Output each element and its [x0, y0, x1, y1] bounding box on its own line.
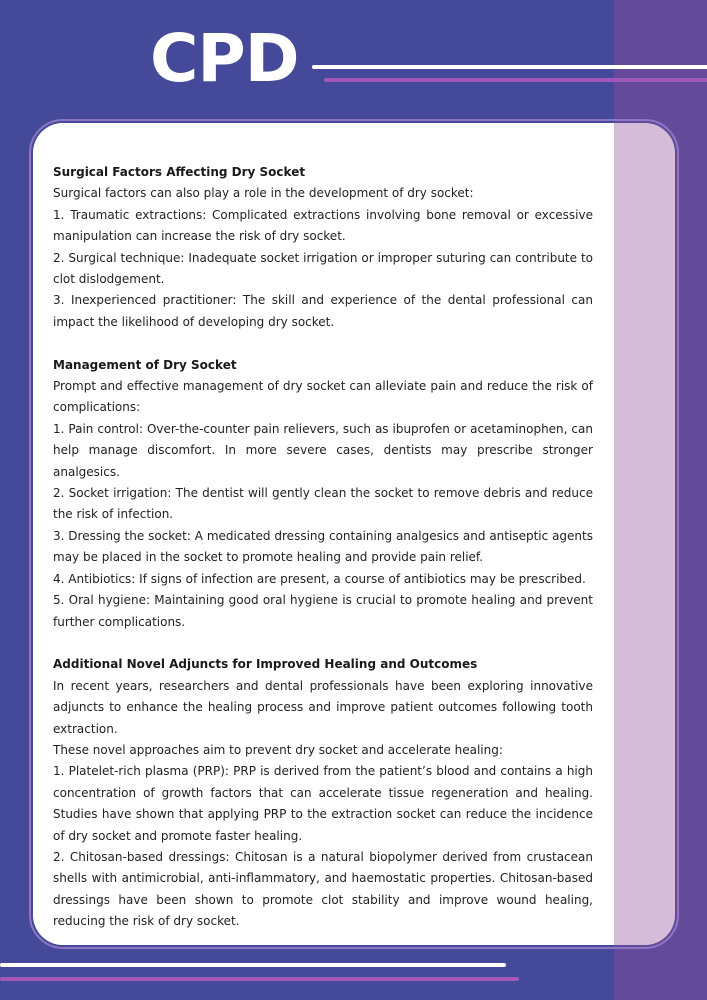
paragraph: 3. Dressing the socket: A medicated dressing containing analgesics and antiseptic agents may be placed in the socket to promote healing and provide pain relief.: [53, 528, 593, 565]
section-heading: Additional Novel Adjuncts for Improved Healing and Outcomes: [53, 657, 478, 672]
header-divider-white: [312, 65, 707, 69]
footer-divider-white: [0, 963, 506, 967]
paragraph: These novel approaches aim to prevent dry socket and accelerate healing:: [53, 742, 503, 757]
footer-divider-purple: [0, 977, 519, 981]
section-spacer: [53, 633, 593, 654]
paragraph: Prompt and effective management of dry socket can alleviate pain and reduce the risk of complications:: [53, 379, 593, 415]
paragraph: 1. Traumatic extractions: Complicated extractions involving bone removal or excessive manipulation can increase the risk of dry socket.: [53, 207, 593, 244]
paragraph: 5. Oral hygiene: Maintaining good oral hygiene is crucial to promote healing and prevent further complications.: [53, 593, 593, 629]
section-spacer: [53, 333, 593, 354]
header-divider-purple: [324, 78, 707, 82]
paragraph: Surgical factors can also play a role in the development of dry socket:: [53, 186, 474, 201]
paragraph: 3. Inexperienced practitioner: The skill and experience of the dental professional can impact the likelihood of developing dry socket.: [53, 293, 593, 329]
section-heading: Management of Dry Socket: [53, 357, 237, 372]
section-heading: Surgical Factors Affecting Dry Socket: [53, 165, 306, 179]
paragraph: In recent years, researchers and dental professionals have been exploring innovative adjuncts to enhance the healing process and improve patient outcomes following tooth extraction.: [53, 678, 593, 736]
paragraph: 2. Surgical technique: Inadequate socket irrigation or improper suturing can contribute to clot dislodgement.: [53, 250, 593, 287]
paragraph: 2. Chitosan-based dressings: Chitosan is a natural biopolymer derived from crustacean shells with antimicrobial, anti-inflammatory, and haemostatic properties. Chitosan-based dressings have been shown to promote clot stability and improve wound healing, reducing the risk of dry socket.: [53, 849, 593, 929]
page-title: CPD: [150, 20, 299, 97]
paragraph: 4. Antibiotics: If signs of infection are present, a course of antibiotics may be prescribed.: [53, 571, 586, 586]
paragraph: 2. Socket irrigation: The dentist will gently clean the socket to remove debris and reduce the risk of infection.: [53, 486, 593, 522]
article-body: [53, 162, 593, 933]
paragraph: 1. Platelet-rich plasma (PRP): PRP is derived from the patient’s blood and contains a high concentration of growth factors that can accelerate tissue regeneration and healing. Studies have shown that applying PRP to the extraction socket can reduce the incidence of dry socket and promote faster healing.: [53, 764, 593, 843]
paragraph: 1. Pain control: Over-the-counter pain relievers, such as ibuprofen or acetaminophen, can help manage discomfort. In more severe cases, dentists may prescribe stronger analgesics.: [53, 421, 593, 479]
